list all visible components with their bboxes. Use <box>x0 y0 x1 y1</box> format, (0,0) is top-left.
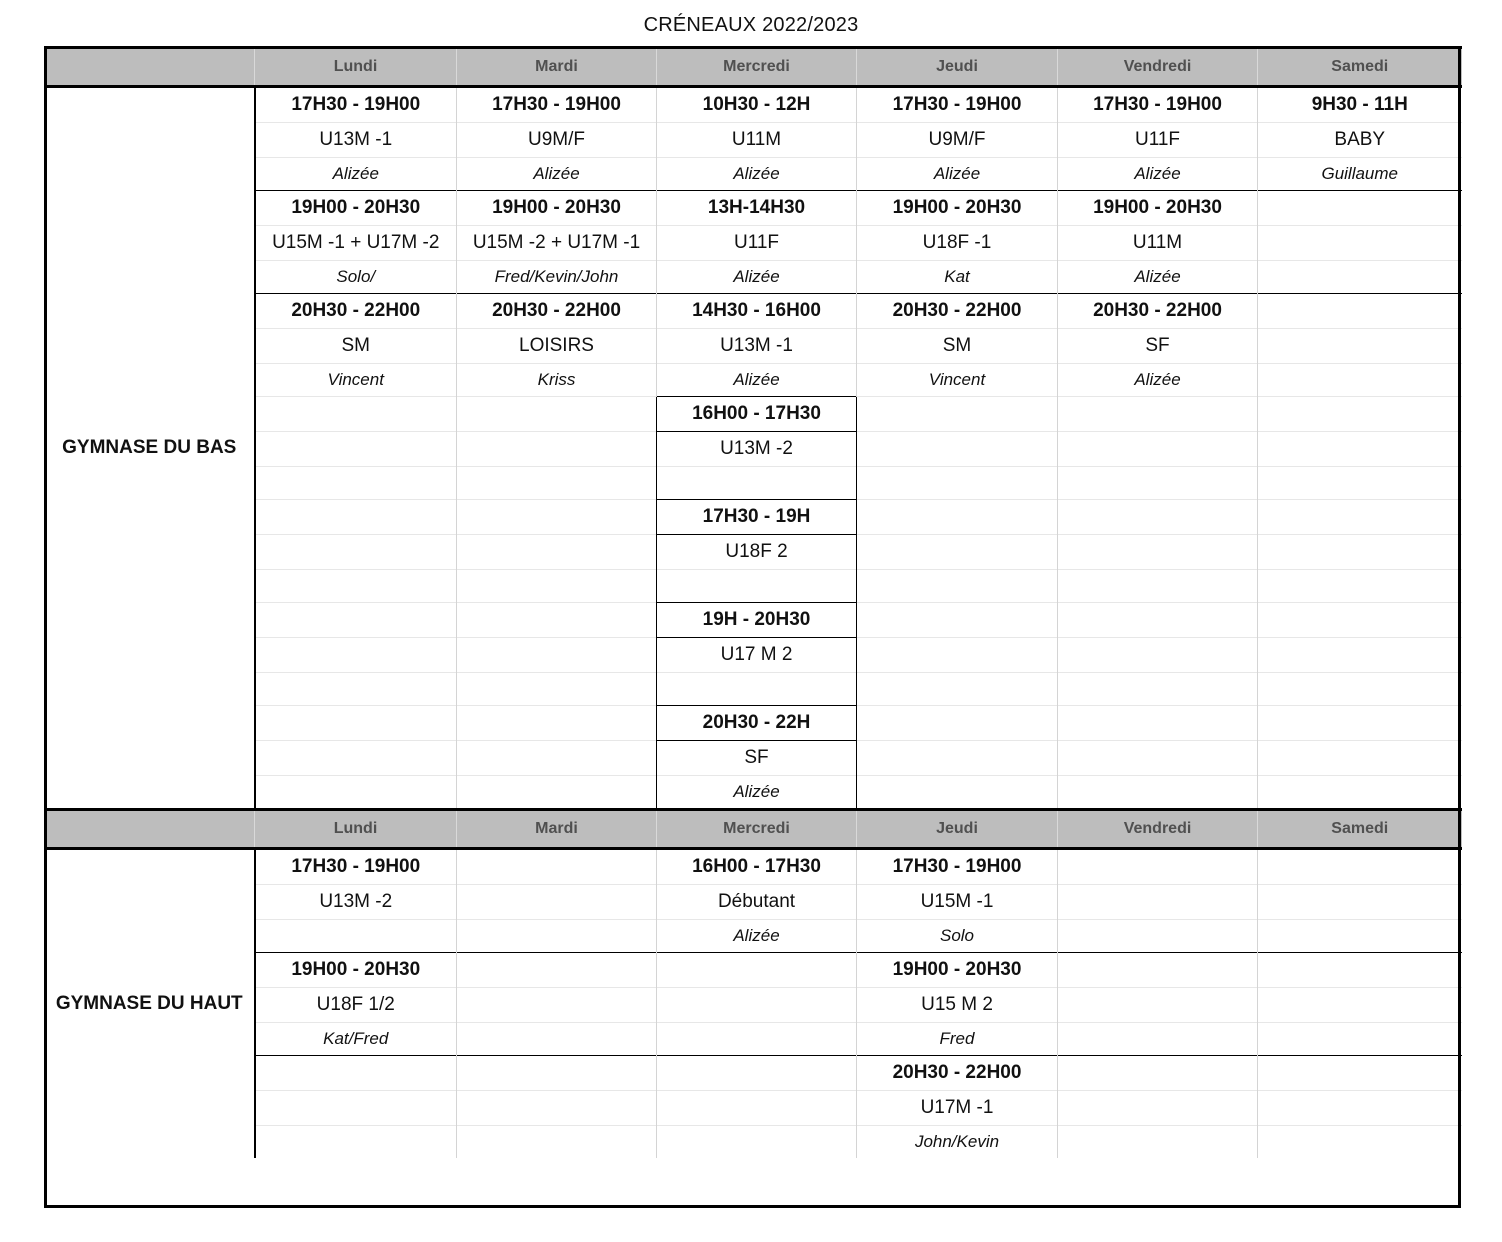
day-header: Mercredi <box>657 810 857 849</box>
slot-time: 19H00 - 20H30 <box>255 953 457 988</box>
slot-row <box>45 261 1462 294</box>
slot-coach <box>857 570 1058 603</box>
slot-coach: Alizée <box>657 364 857 397</box>
slot-row <box>45 1023 1462 1056</box>
slot-team <box>255 741 457 776</box>
slot-coach <box>1258 467 1462 500</box>
slot-time: 19H00 - 20H30 <box>255 191 457 226</box>
slot-coach: John/Kevin <box>857 1126 1058 1159</box>
day-header: Jeudi <box>857 810 1058 849</box>
slot-coach <box>1058 1126 1258 1159</box>
slot-team: U13M -2 <box>255 885 457 920</box>
slot-time: 9H30 - 11H <box>1258 87 1462 123</box>
slot-time: 19H00 - 20H30 <box>1058 191 1258 226</box>
slot-coach <box>1058 570 1258 603</box>
header-corner <box>45 48 255 87</box>
slot-team: U13M -1 <box>255 123 457 158</box>
slot-coach: Kat/Fred <box>255 1023 457 1056</box>
slot-team <box>1258 535 1462 570</box>
slot-time <box>457 603 657 638</box>
slot-coach: Alizée <box>657 158 857 191</box>
slot-time <box>1058 500 1258 535</box>
slot-row <box>45 432 1462 467</box>
slot-time <box>1258 953 1462 988</box>
slot-row <box>45 1056 1462 1091</box>
slot-team: U18F 1/2 <box>255 988 457 1023</box>
slot-team <box>1058 535 1258 570</box>
slot-time <box>1258 849 1462 885</box>
slot-coach <box>657 467 857 500</box>
slot-row <box>45 920 1462 953</box>
slot-coach <box>657 1023 857 1056</box>
slot-row <box>45 294 1462 329</box>
day-header: Jeudi <box>857 48 1058 87</box>
slot-time <box>1058 849 1258 885</box>
day-header: Lundi <box>255 48 457 87</box>
slot-row <box>45 500 1462 535</box>
slot-coach: Alizée <box>457 158 657 191</box>
slot-coach: Alizée <box>1058 364 1258 397</box>
slot-team <box>857 432 1058 467</box>
slot-time <box>1058 1056 1258 1091</box>
slot-team: U15 M 2 <box>857 988 1058 1023</box>
slot-coach <box>857 673 1058 706</box>
slot-time: 17H30 - 19H00 <box>255 849 457 885</box>
slot-team: U11F <box>657 226 857 261</box>
slot-coach <box>857 467 1058 500</box>
slot-coach: Alizée <box>657 920 857 953</box>
slot-team <box>255 1091 457 1126</box>
slot-time <box>1258 191 1462 226</box>
slot-row <box>45 741 1462 776</box>
day-header: Samedi <box>1258 810 1462 849</box>
slot-time: 19H00 - 20H30 <box>857 191 1058 226</box>
slot-team <box>1258 226 1462 261</box>
slot-time: 20H30 - 22H00 <box>457 294 657 329</box>
slot-row <box>45 1126 1462 1159</box>
slot-coach <box>457 920 657 953</box>
slot-team <box>1258 741 1462 776</box>
day-header: Lundi <box>255 810 457 849</box>
slot-time: 13H-14H30 <box>657 191 857 226</box>
slot-team: U13M -2 <box>657 432 857 467</box>
slot-time <box>1058 397 1258 432</box>
slot-time: 14H30 - 16H00 <box>657 294 857 329</box>
slot-team: U15M -1 <box>857 885 1058 920</box>
slot-team: U18F 2 <box>657 535 857 570</box>
slot-coach <box>657 1126 857 1159</box>
slot-time: 20H30 - 22H00 <box>255 294 457 329</box>
slot-team: U9M/F <box>457 123 657 158</box>
slot-coach <box>1258 364 1462 397</box>
slot-team: Débutant <box>657 885 857 920</box>
slot-time <box>857 603 1058 638</box>
slot-team <box>1058 988 1258 1023</box>
slot-time <box>457 1056 657 1091</box>
day-header-row <box>45 48 1462 87</box>
slot-time: 19H00 - 20H30 <box>457 191 657 226</box>
slot-time <box>857 500 1058 535</box>
slot-team: U13M -1 <box>657 329 857 364</box>
slot-coach <box>1058 776 1258 810</box>
slot-team: U15M -2 + U17M -1 <box>457 226 657 261</box>
slot-time <box>255 603 457 638</box>
slot-coach <box>857 776 1058 810</box>
slot-time <box>857 397 1058 432</box>
slot-team <box>1058 1091 1258 1126</box>
slot-time <box>1058 603 1258 638</box>
slot-row <box>45 535 1462 570</box>
slot-coach <box>457 570 657 603</box>
slot-time <box>457 849 657 885</box>
slot-coach <box>1258 1023 1462 1056</box>
slot-team: U17 M 2 <box>657 638 857 673</box>
slot-team: U9M/F <box>857 123 1058 158</box>
page-title: CRÉNEAUX 2022/2023 <box>643 14 859 36</box>
slot-coach: Alizée <box>255 158 457 191</box>
slot-coach <box>255 1126 457 1159</box>
slot-team <box>457 638 657 673</box>
slot-team <box>457 885 657 920</box>
slot-team: SM <box>857 329 1058 364</box>
slot-row <box>45 397 1462 432</box>
slot-time <box>1258 706 1462 741</box>
slot-team: U15M -1 + U17M -2 <box>255 226 457 261</box>
header-corner <box>45 810 255 849</box>
slot-coach: Alizée <box>1058 261 1258 294</box>
slot-time: 19H00 - 20H30 <box>857 953 1058 988</box>
schedule-table <box>44 46 1462 1158</box>
slot-team <box>255 638 457 673</box>
slot-team <box>1058 885 1258 920</box>
slot-row <box>45 885 1462 920</box>
slot-time: 20H30 - 22H00 <box>857 1056 1058 1091</box>
slot-row <box>45 87 1462 123</box>
slot-time <box>1258 397 1462 432</box>
slot-row <box>45 191 1462 226</box>
slot-team <box>255 432 457 467</box>
slot-coach <box>255 570 457 603</box>
slot-coach <box>1258 673 1462 706</box>
slot-coach <box>1258 776 1462 810</box>
slot-coach <box>1258 570 1462 603</box>
slot-team <box>255 535 457 570</box>
slot-coach: Vincent <box>857 364 1058 397</box>
slot-time: 17H30 - 19H00 <box>1058 87 1258 123</box>
slot-time <box>1258 294 1462 329</box>
slot-team: LOISIRS <box>457 329 657 364</box>
slot-row <box>45 467 1462 500</box>
slot-coach <box>457 776 657 810</box>
slot-coach <box>457 673 657 706</box>
slot-coach <box>1258 1126 1462 1159</box>
slot-coach <box>1058 673 1258 706</box>
slot-team: U11F <box>1058 123 1258 158</box>
slot-row <box>45 364 1462 397</box>
slot-coach <box>255 673 457 706</box>
slot-time: 10H30 - 12H <box>657 87 857 123</box>
slot-time <box>255 1056 457 1091</box>
day-header: Vendredi <box>1058 48 1258 87</box>
slot-coach <box>1258 261 1462 294</box>
slot-time <box>457 500 657 535</box>
slot-team: U17M -1 <box>857 1091 1058 1126</box>
slot-time <box>1258 1056 1462 1091</box>
slot-coach <box>1058 1023 1258 1056</box>
slot-time: 17H30 - 19H00 <box>255 87 457 123</box>
slot-team <box>657 988 857 1023</box>
slot-team <box>457 988 657 1023</box>
slot-coach <box>457 467 657 500</box>
day-header: Mardi <box>457 810 657 849</box>
slot-time <box>255 500 457 535</box>
slot-team <box>857 741 1058 776</box>
slot-coach <box>1258 920 1462 953</box>
slot-coach <box>657 570 857 603</box>
slot-row <box>45 988 1462 1023</box>
slot-row <box>45 849 1462 885</box>
slot-coach <box>255 920 457 953</box>
slot-row <box>45 570 1462 603</box>
slot-coach: Vincent <box>255 364 457 397</box>
slot-row <box>45 776 1462 810</box>
slot-coach: Solo/ <box>255 261 457 294</box>
slot-row <box>45 706 1462 741</box>
slot-time: 20H30 - 22H <box>657 706 857 741</box>
slot-coach: Alizée <box>857 158 1058 191</box>
slot-team <box>1258 885 1462 920</box>
slot-team <box>457 535 657 570</box>
slot-team <box>457 432 657 467</box>
slot-team <box>857 535 1058 570</box>
slot-team <box>1258 432 1462 467</box>
day-header-row <box>45 810 1462 849</box>
slot-time: 17H30 - 19H <box>657 500 857 535</box>
slot-coach: Alizée <box>657 261 857 294</box>
slot-time: 19H - 20H30 <box>657 603 857 638</box>
gym-name: GYMNASE DU BAS <box>45 87 255 810</box>
slot-coach <box>1058 467 1258 500</box>
slot-time <box>457 953 657 988</box>
slot-team <box>1058 638 1258 673</box>
slot-coach: Fred <box>857 1023 1058 1056</box>
slot-coach: Alizée <box>1058 158 1258 191</box>
slot-coach: Alizée <box>657 776 857 810</box>
slot-coach: Fred/Kevin/John <box>457 261 657 294</box>
slot-time <box>1058 706 1258 741</box>
slot-team: SM <box>255 329 457 364</box>
gym-name: GYMNASE DU HAUT <box>45 849 255 1159</box>
slot-team <box>457 1091 657 1126</box>
slot-time <box>1058 953 1258 988</box>
slot-time: 17H30 - 19H00 <box>857 849 1058 885</box>
slot-team: U18F -1 <box>857 226 1058 261</box>
slot-team: BABY <box>1258 123 1462 158</box>
day-header: Vendredi <box>1058 810 1258 849</box>
slot-coach: Solo <box>857 920 1058 953</box>
slot-coach: Kriss <box>457 364 657 397</box>
slot-time <box>1258 603 1462 638</box>
slot-coach <box>657 673 857 706</box>
day-header: Mardi <box>457 48 657 87</box>
slot-time <box>657 953 857 988</box>
slot-team: U11M <box>657 123 857 158</box>
slot-time <box>657 1056 857 1091</box>
slot-team <box>857 638 1058 673</box>
slot-row <box>45 158 1462 191</box>
slot-row <box>45 329 1462 364</box>
slot-team <box>1258 638 1462 673</box>
slot-time: 17H30 - 19H00 <box>457 87 657 123</box>
slot-team: SF <box>1058 329 1258 364</box>
slot-team <box>1258 1091 1462 1126</box>
slot-team <box>457 741 657 776</box>
slot-coach: Guillaume <box>1258 158 1462 191</box>
slot-time <box>457 397 657 432</box>
slot-time: 20H30 - 22H00 <box>1058 294 1258 329</box>
slot-row <box>45 1091 1462 1126</box>
slot-row <box>45 603 1462 638</box>
slot-time: 16H00 - 17H30 <box>657 849 857 885</box>
slot-coach <box>1058 920 1258 953</box>
slot-team: U11M <box>1058 226 1258 261</box>
slot-time <box>1258 500 1462 535</box>
slot-time: 20H30 - 22H00 <box>857 294 1058 329</box>
slot-coach <box>255 467 457 500</box>
day-header: Mercredi <box>657 48 857 87</box>
slot-time <box>457 706 657 741</box>
slot-coach <box>255 776 457 810</box>
slot-row <box>45 638 1462 673</box>
slot-team <box>1258 988 1462 1023</box>
slot-team <box>1058 741 1258 776</box>
slot-row <box>45 673 1462 706</box>
slot-time: 16H00 - 17H30 <box>657 397 857 432</box>
slot-time <box>255 706 457 741</box>
slot-coach <box>457 1126 657 1159</box>
slot-time <box>857 706 1058 741</box>
slot-coach: Kat <box>857 261 1058 294</box>
day-header: Samedi <box>1258 48 1462 87</box>
slot-time: 17H30 - 19H00 <box>857 87 1058 123</box>
slot-team <box>1258 329 1462 364</box>
slot-time <box>255 397 457 432</box>
slot-team <box>657 1091 857 1126</box>
slot-row <box>45 123 1462 158</box>
slot-coach <box>457 1023 657 1056</box>
slot-team <box>1058 432 1258 467</box>
slot-row <box>45 953 1462 988</box>
slot-row <box>45 226 1462 261</box>
slot-team: SF <box>657 741 857 776</box>
